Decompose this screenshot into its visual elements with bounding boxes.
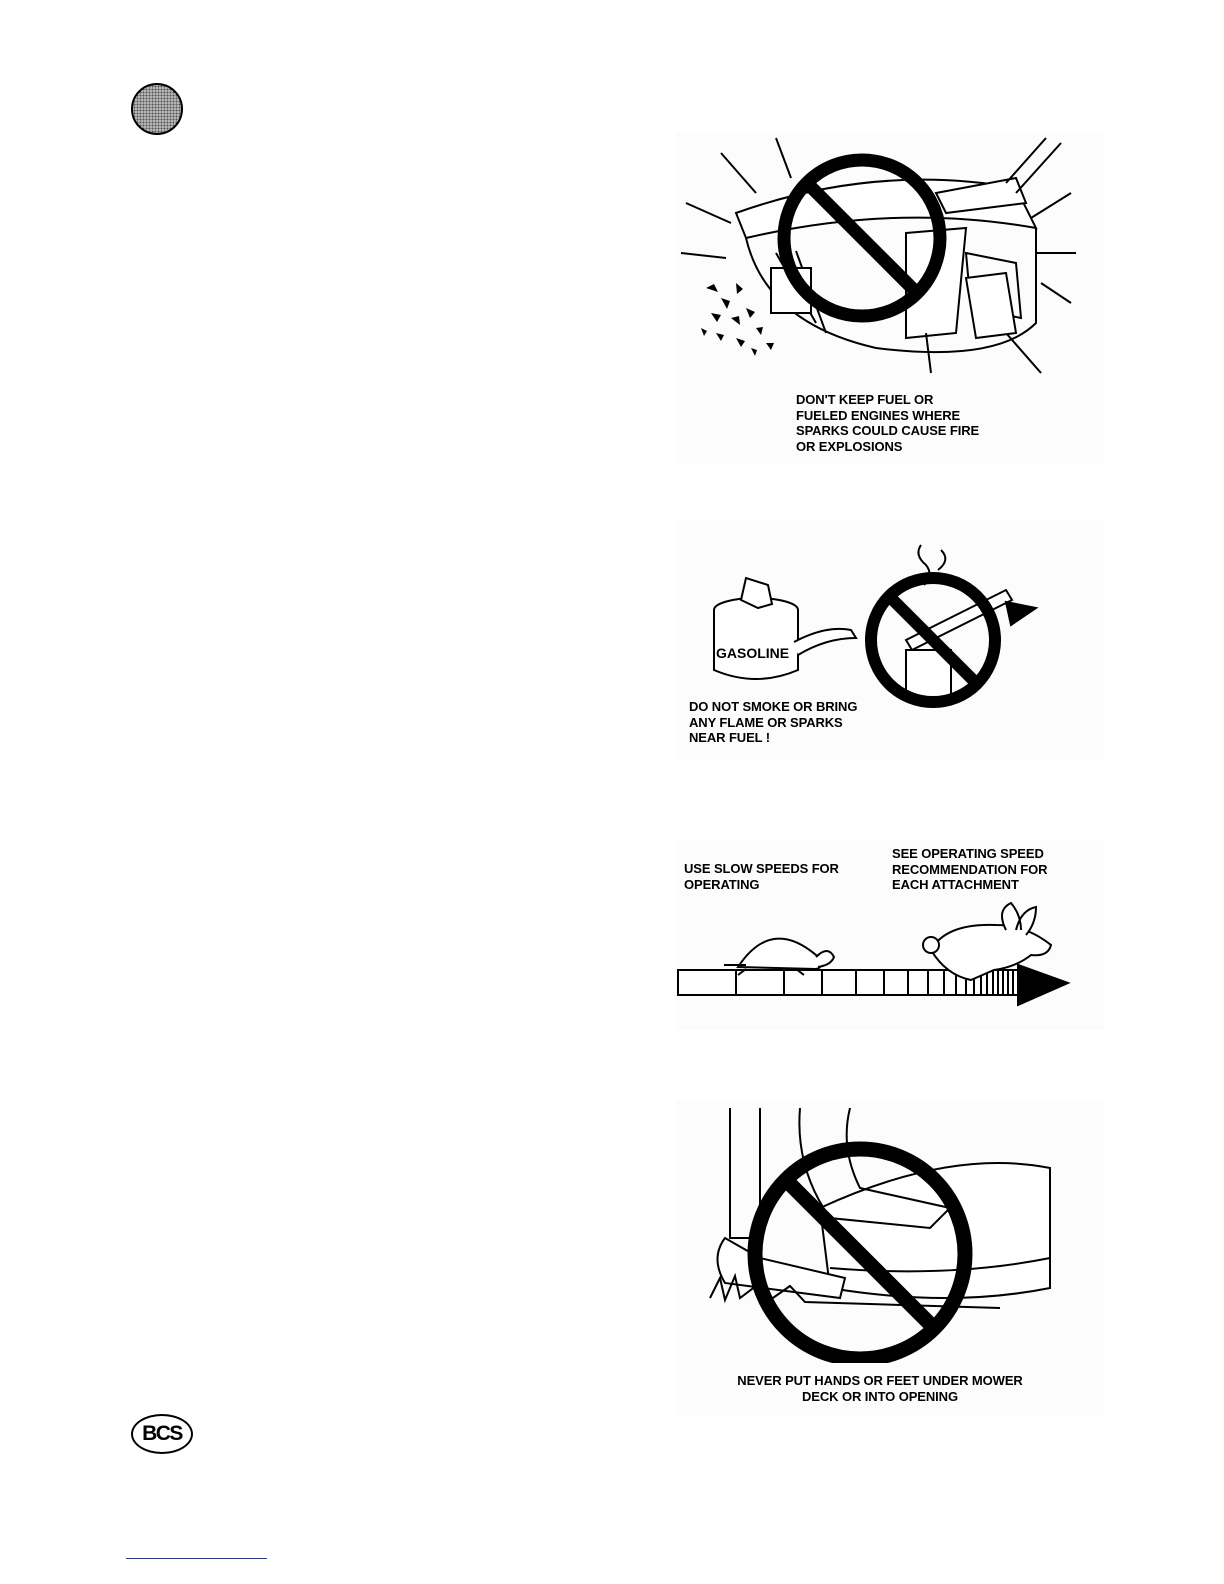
- bcs-logo: BCS: [131, 1414, 193, 1454]
- no-smoking-near-fuel-icon: [676, 530, 1104, 710]
- no-sparks-near-engine-icon: [676, 133, 1104, 383]
- caption-speed-recommendation: SEE OPERATING SPEED RECOMMENDATION FOR EACH ATTACHMENT: [892, 846, 1048, 892]
- speed-scale-turtle-rabbit-icon: [676, 895, 1076, 1010]
- caption-hands-feet: NEVER PUT HANDS OR FEET UNDER MOWER DECK OR INTO OPENING: [737, 1373, 1023, 1404]
- no-hands-feet-under-deck-icon: [700, 1108, 1060, 1363]
- caption-fuel-sparks: DON'T KEEP FUEL OR FUELED ENGINES WHERE SPARKS COULD CAUSE FIRE OR EXPLOSIONS: [796, 392, 980, 454]
- footer-rule: [126, 1558, 267, 1559]
- caption-no-smoking: DO NOT SMOKE OR BRING ANY FLAME OR SPARKS NEAR FUEL !: [689, 699, 858, 745]
- gasoline-can-label: GASOLINE: [716, 645, 790, 661]
- page-marker-dot: [131, 83, 183, 135]
- caption-slow-speeds: USE SLOW SPEEDS FOR OPERATING: [684, 861, 839, 892]
